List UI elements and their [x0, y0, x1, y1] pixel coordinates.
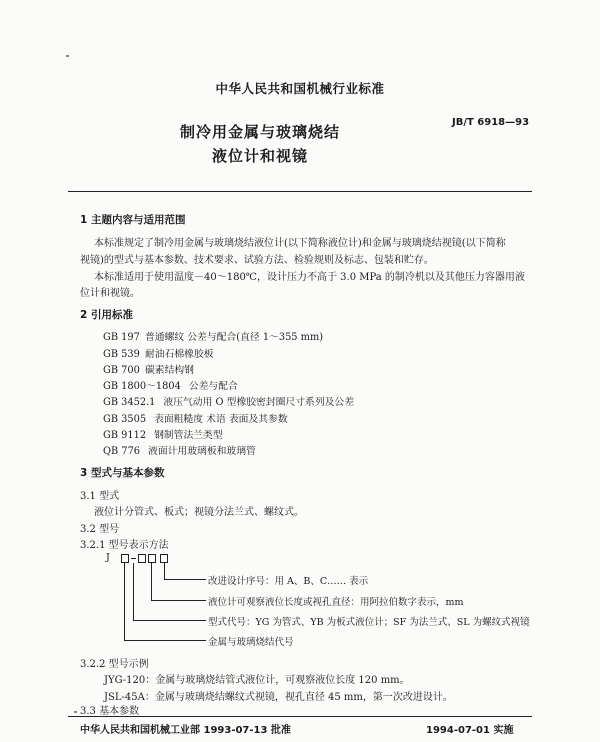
- section-3-2-2-heading: 3.2.2 型号示例: [80, 659, 149, 670]
- dash-separator: [131, 558, 136, 559]
- section-1-para2-line2: 位计和视镜。: [80, 288, 140, 299]
- reference-item: [103, 362, 194, 376]
- reference-code: GB 197: [103, 332, 140, 343]
- reference-item: [103, 411, 288, 425]
- reference-code: GB 9112: [103, 430, 147, 441]
- section-3-3-heading: 3.3 基本参数: [80, 706, 140, 717]
- section-3-2-1-heading: 3.2.1 型号表示方法: [80, 540, 169, 551]
- reference-title: 公差与配合: [188, 381, 238, 392]
- reference-item: [103, 378, 238, 392]
- standard-number: JB/T 6918—93: [452, 117, 530, 128]
- section-1-heading: 1 主题内容与适用范围: [80, 214, 186, 226]
- section-1-para2-line1: 本标准适用于使用温度－40～180℃，设计压力不高于 3.0 MPa 的制冷机以及其他压力容器用液: [94, 272, 525, 283]
- reference-item: [103, 346, 214, 360]
- footer-rule: [68, 716, 532, 717]
- reference-item: [103, 329, 323, 343]
- reference-item: [103, 427, 223, 441]
- implementation-date: 1994-07-01 实施: [426, 725, 514, 736]
- diagram-label-sinter-code: 金属与玻璃烧结代号: [208, 637, 294, 648]
- model-example-2: JSL-45A：金属与玻璃烧结螺纹式视镜，视孔直径 45 mm，第一次改进设计。: [104, 692, 453, 703]
- scan-speck: [66, 55, 69, 57]
- reference-code: GB 539: [103, 349, 140, 360]
- leader-line: [133, 563, 134, 621]
- leader-line: [124, 563, 125, 641]
- reference-title: 钢制管法兰类型: [154, 430, 223, 441]
- diagram-label-length: 液位计可观察液位长度或视孔直径：用阿拉伯数字表示，mm: [208, 597, 464, 608]
- reference-code: GB 3505: [103, 414, 147, 425]
- header-rule: [68, 191, 532, 192]
- scan-speck: [74, 711, 77, 713]
- section-3-heading: 3 型式与基本参数: [80, 467, 165, 479]
- issuing-organization: 中华人民共和国机械行业标准: [215, 81, 385, 96]
- reference-code: GB 1800～1804: [103, 381, 181, 392]
- reference-title: 碳素结构钢: [145, 365, 194, 376]
- reference-code: GB 3452.1: [103, 397, 156, 408]
- reference-title: 普通螺纹 公差与配合(直径 1～355 mm): [145, 332, 324, 343]
- section-3-1-text: 液位计分管式、板式；视镜分法兰式、螺纹式。: [94, 507, 304, 518]
- reference-title: 液压气动用 O 型橡胶密封圈尺寸系列及公差: [163, 397, 355, 408]
- section-1-para1-line2: 视镜)的型式与基本参数、技术要求、试验方法、检验规则及标志、包装和贮存。: [80, 255, 434, 266]
- reference-title: 液面计用玻璃板和玻璃管: [148, 446, 256, 457]
- reference-code: QB 776: [103, 446, 141, 457]
- section-3-1-heading: 3.1 型式: [80, 491, 120, 502]
- reference-title: 耐油石棉橡胶板: [145, 349, 214, 360]
- section-2-heading: 2 引用标准: [80, 309, 133, 321]
- diagram-label-type-code: 型式代号：YG 为管式、YB 为板式液位计；SF 为法兰式、SL 为螺纹式视镜: [208, 617, 530, 628]
- document-title-line1: 制冷用金属与玻璃烧结: [179, 123, 340, 141]
- approval-line: 中华人民共和国机械工业部 1993-07-13 批准: [80, 725, 291, 736]
- leader-line: [151, 563, 152, 601]
- reference-code: GB 700: [103, 365, 140, 376]
- reference-item: [103, 394, 354, 408]
- section-1-para1-line1: 本标准规定了制冷用金属与玻璃烧结液位计(以下简称液位计)和金属与玻璃烧结视镜(以下简称: [94, 238, 506, 249]
- model-prefix-letter: J: [106, 552, 110, 563]
- model-example-1: JYG-120：金属与玻璃烧结管式液位计，可观察液位长度 120 mm。: [104, 675, 410, 686]
- document-title-line2: 液位计和视镜: [211, 147, 308, 165]
- diagram-label-revision: 改进设计序号：用 A、B、C…… 表示: [208, 576, 369, 587]
- section-3-2-heading: 3.2 型号: [80, 524, 120, 535]
- leader-line: [164, 563, 165, 580]
- reference-item: [103, 443, 256, 457]
- reference-title: 表面粗糙度 术语 表面及其参数: [154, 414, 288, 425]
